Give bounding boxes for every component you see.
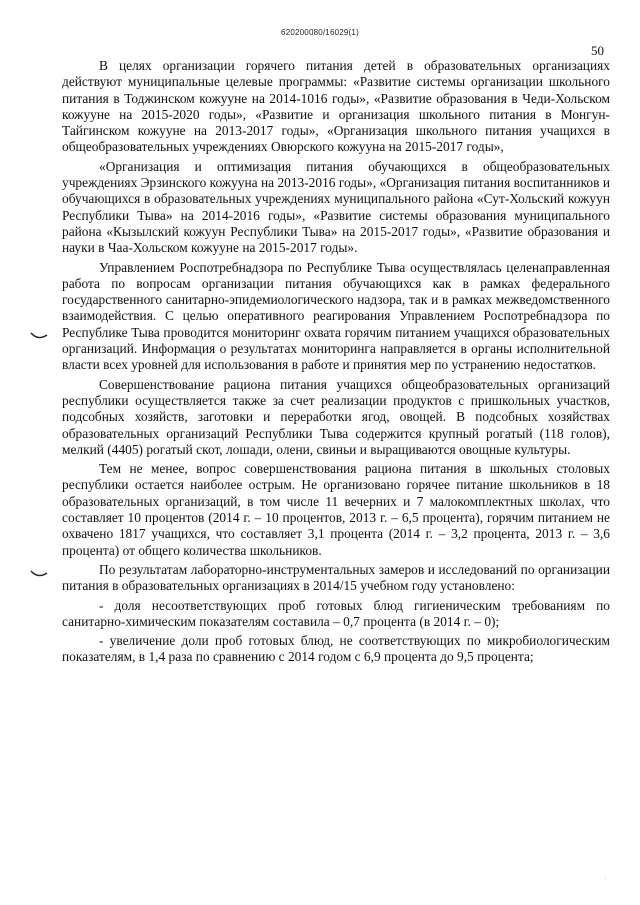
- paragraph-lab-results: По результатам лабораторно-инструментальных замеров и исследований по организации питания в образовательных организациях в 2014/15 учебном году установлено:: [62, 561, 610, 594]
- paragraph-hot-meals: Тем не менее, вопрос совершенствования рациона питания в школьных столовых республики остается наиболее острым. Не организовано горячее питание школьников в 18 образовательных организаций, в том числе 11 вечерних и 7 малокомплектных школах, что составляет 10 процентов (2014 г. – 10 процентов, 2013 г. – 6,5 процента), горячим питанием не охвачено 1817 учащихся, что составляет 3,1 процента (2014 г. – 3,2 процента, 2013 г. – 3,6 процента) от общего количества школьников.: [62, 461, 610, 558]
- paragraph-rospotrebnadzor: Управлением Роспотребнадзора по Республике Тыва осуществлялась целенаправленная работа по вопросам организации питания обучающихся как в рамках федерального государственного санитарно-эпидемиологического надзора, так и в рамках межведомственного взаимодействия. С целью оперативного реагирования Управлением Роспотребнадзора по Республике Тыва проводится мониторинг охвата горячим питанием учащихся образовательных организаций. Информация о результатах мониторинга направляется в органы исполнительной власти всех уровней для использования в работе и принятия мер по устранению недостатков.: [62, 259, 610, 373]
- paragraph-programs-2: «Организация и оптимизация питания обучающихся в общеобразовательных учреждениях Эрзинского кожууна на 2013-2016 годы», «Организация питания воспитанников и обучающихся в образовательных учреждениях муниципального района «Сут-Хольский кожуун Республики Тыва» на 2014-2016 годы», «Развитие системы образования муниципального района «Кызылский кожуун Республики Тыва» на 2015-2017 годы», «Развитие образования и науки в Чаа-Хольском кожууне на 2015-2017 годы».: [62, 158, 610, 256]
- page-number: 50: [591, 43, 604, 58]
- document-body: [62, 58, 610, 666]
- paragraph-programs-1: В целях организации горячего питания детей в образовательных организациях действуют муниципальные целевые программы: «Развитие системы организации школьного питания в Тоджинском кожууне на 2014-1016 годы», «Развитие образования в Чеди-Хольском кожууне на 2015-2020 годы», «Развитие и организация школьного питания в Монгун-Тайгинском кожууне на 2013-2017 годы», «Организация школьного питания учащихся в общеобразовательных учреждениях Овюрского кожууна на 2015-2017 годы»,: [62, 58, 610, 155]
- list-item-microbiological: - увеличение доли проб готовых блюд, не соответствующих по микробиологическим показателям, в 1,4 раза по сравнению с 2014 годом с 6,9 процента до 9,5 процента;: [62, 633, 610, 665]
- margin-checkmark-icon: [30, 328, 48, 344]
- scan-artifact: ·: [604, 874, 607, 883]
- paragraph-ration-improvement: Совершенствование рациона питания учащихся общеобразовательных организаций республики осуществляется также за счет реализации продуктов с пришкольных участков, подсобных хозяйств, заготовки и переработки ягод, овощей. В подсобных хозяйствах образовательных организаций Республики Тыва содержится крупный рогатый (118 голов), мелкий (4405) рогатый скот, лошади, олени, свиньи и выращиваются овощные культуры.: [62, 376, 610, 457]
- document-id: 620200080/16029(1): [281, 28, 359, 37]
- list-item-chemical: - доля несоответствующих проб готовых блюд гигиеническим требованиям по санитарно-химическим показателям составила – 0,7 процента (в 2014 г. – 0);: [62, 597, 610, 629]
- margin-checkmark-icon: [30, 566, 48, 582]
